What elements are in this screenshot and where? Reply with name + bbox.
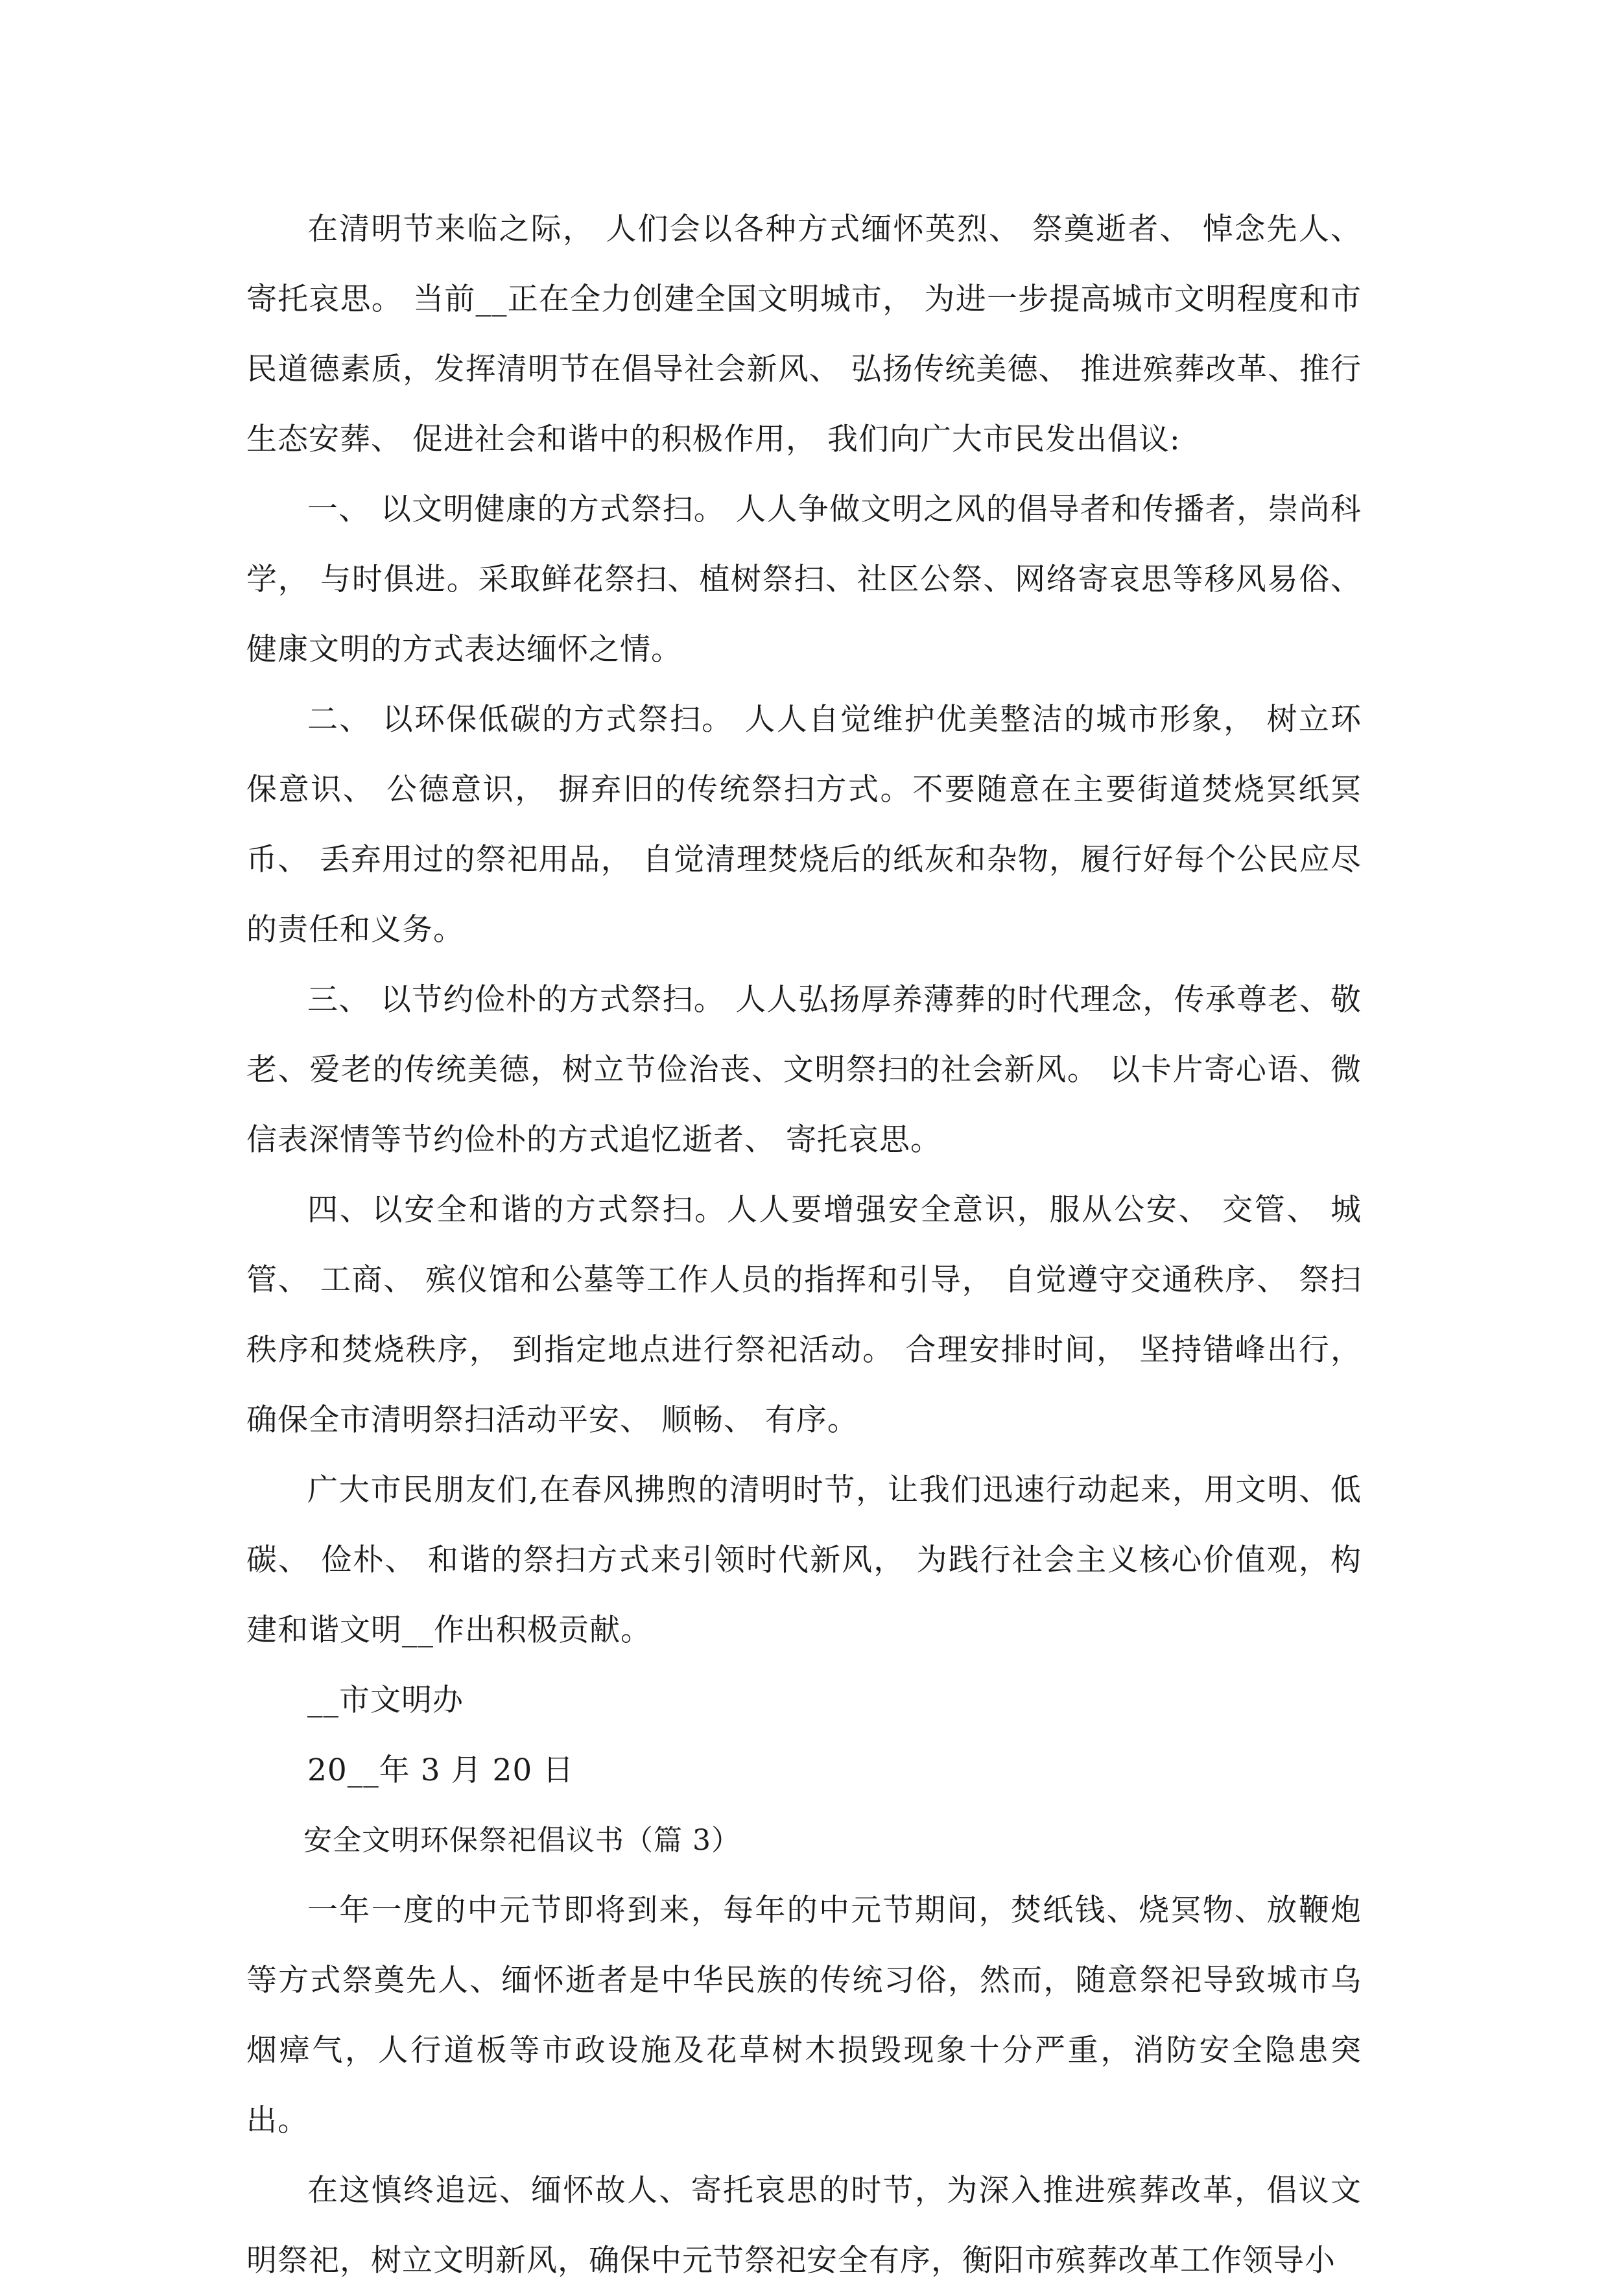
- section-title: 安全文明环保祭祀倡议书（篇 3）: [303, 1824, 740, 1857]
- paragraph-item-1: 一、 以文明健康的方式祭扫。 人人争做文明之风的倡导者和传播者，崇尚科学， 与时俱进。采取鲜花祭扫、植树祭扫、社区公祭、网络寄哀思等移风易俗、健康文明的方式表达缅怀之情。: [246, 492, 1362, 667]
- date: 20__年 3 月 20 日: [307, 1752, 574, 1788]
- paragraph-item-2: 二、 以环保低碳的方式祭扫。 人人自觉维护优美整洁的城市形象， 树立环保意识、 公德意识， 摒弃旧的传统祭扫方式。不要随意在主要街道焚烧冥纸冥币、 丢弃用过的祭祀用品， 自觉清理焚烧后的纸灰和杂物，履行好每个公民应尽的责任和义务。: [246, 702, 1362, 948]
- paragraph-item-3: 三、 以节约俭朴的方式祭扫。 人人弘扬厚养薄葬的时代理念，传承尊老、敬老、爱老的传统美德，树立节俭治丧、文明祭扫的社会新风。 以卡片寄心语、微信表深情等节约俭朴的方式追忆逝者、 寄托哀思。: [246, 982, 1362, 1158]
- paragraph-item-4: 四、以安全和谐的方式祭扫。人人要增强安全意识，服从公安、 交管、 城管、 工商、 殡仪馆和公墓等工作人员的指挥和引导， 自觉遵守交通秩序、 祭扫秩序和焚烧秩序， 到指定地点进行祭祀活动。 合理安排时间， 坚持错峰出行， 确保全市清明祭扫活动平安、 顺畅、 有序。: [246, 1192, 1362, 1438]
- document-page: [246, 195, 1362, 2296]
- paragraph-zhongyuan-intro: 一年一度的中元节即将到来，每年的中元节期间，焚纸钱、烧冥物、放鞭炮等方式祭奠先人、缅怀逝者是中华民族的传统习俗，然而，随意祭祀导致城市乌烟瘴气，人行道板等市政设施及花草树木损毁现象十分严重，消防安全隐患突出。: [246, 1893, 1362, 2138]
- signature: __市文明办: [307, 1682, 464, 1718]
- paragraph-intro: 在清明节来临之际， 人们会以各种方式缅怀英烈、 祭奠逝者、 悼念先人、寄托哀思。 当前__正在全力创建全国文明城市， 为进一步提高城市文明程度和市民道德素质，发挥清明节在倡导社会新风、 弘扬传统美德、 推进殡葬改革、推行生态安葬、 促进社会和谐中的积极作用， 我们向广大市民发出倡议:: [246, 211, 1362, 457]
- paragraph-closing: 广大市民朋友们,在春风拂煦的清明时节，让我们迅速行动起来，用文明、低碳、 俭朴、 和谐的祭扫方式来引领时代新风， 为践行社会主义核心价值观，构建和谐文明__作出积极贡献。: [246, 1472, 1362, 1648]
- paragraph-zhongyuan-continued: 在这慎终追远、缅怀故人、寄托哀思的时节，为深入推进殡葬改革，倡议文明祭祀，树立文明新风，确保中元节祭祀安全有序，衡阳市殡葬改革工作领导小: [246, 2173, 1362, 2278]
